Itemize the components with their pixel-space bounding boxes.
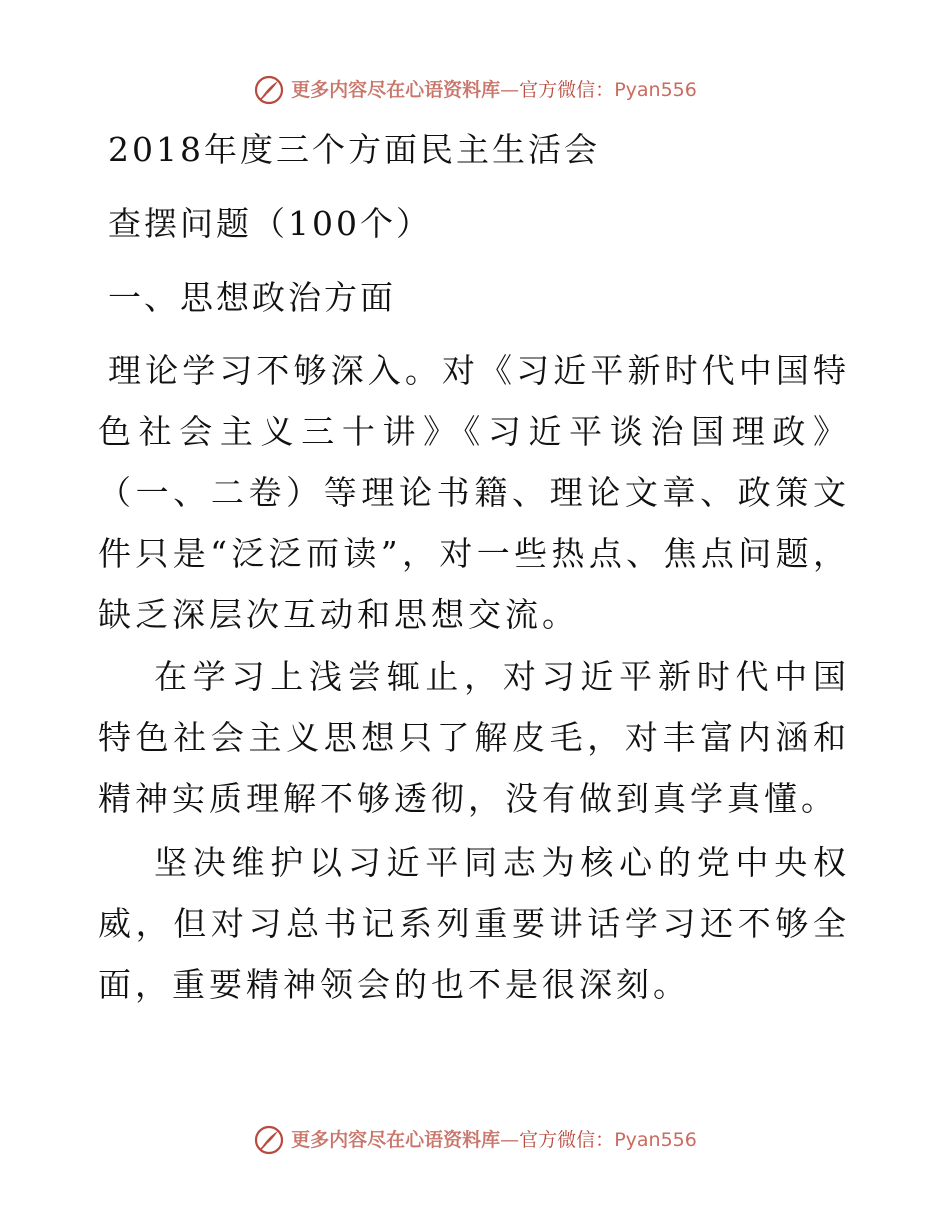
watermark-separator: — [500, 79, 520, 101]
document-title-line-1: 2018年度三个方面民主生活会 [108, 130, 600, 169]
paragraph-3: 坚决维护以习近平同志为核心的党中央权威，但对习总书记系列重要讲话学习还不够全面，重要精神领会的也不是很深刻。 [98, 843, 850, 1004]
document-title-line-2: 查摆问题（100个） [108, 204, 432, 243]
watermark-wechat-id: Pyan556 [614, 79, 697, 101]
paragraph-1: 理论学习不够深入。对《习近平新时代中国特色社会主义三十讲》《习近平谈治国理政》（一、二卷）等理论书籍、理论文章、政策文件只是“泛泛而读”，对一些热点、焦点问题，缺乏深层次互动和思想交流。 [98, 351, 850, 634]
watermark-header [0, 74, 950, 106]
watermark-main-text: 更多内容尽在心语资料库 [291, 1129, 501, 1151]
quill-logo-icon [253, 1124, 285, 1156]
watermark-footer [0, 1124, 950, 1156]
section-heading: 一、思想政治方面 [108, 278, 396, 317]
watermark-wechat-id: Pyan556 [614, 1129, 697, 1151]
watermark-main-text: 更多内容尽在心语资料库 [291, 79, 501, 101]
watermark-wechat-label: 官方微信： [519, 79, 615, 101]
quill-logo-icon [253, 74, 285, 106]
paragraph-2: 在学习上浅尝辄止，对习近平新时代中国特色社会主义思想只了解皮毛，对丰富内涵和精神实质理解不够透彻，没有做到真学真懂。 [98, 657, 850, 818]
watermark-wechat-label: 官方微信： [519, 1129, 615, 1151]
watermark-separator: — [500, 1129, 520, 1151]
